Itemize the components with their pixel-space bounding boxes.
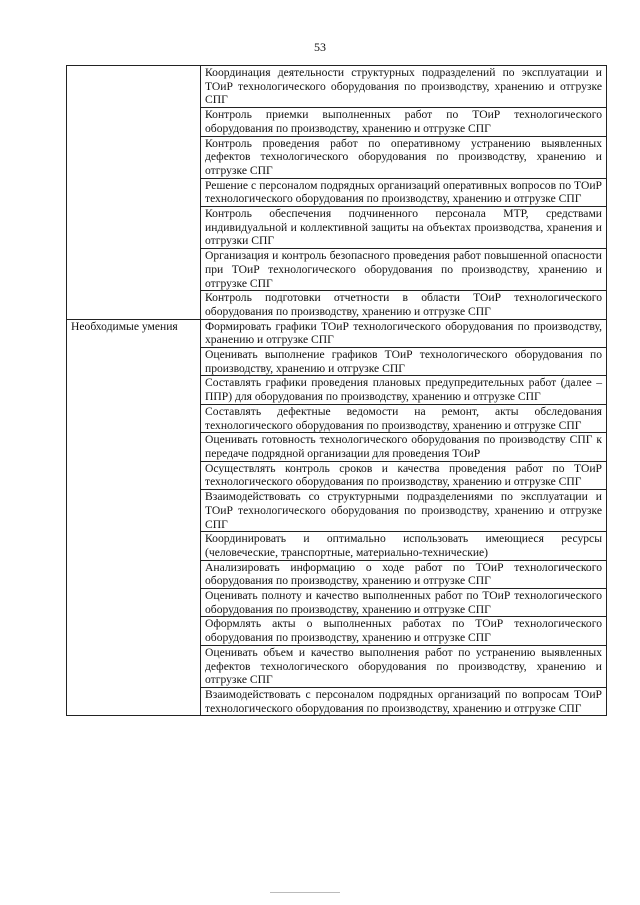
requirement-item: Контроль приемки выполненных работ по ТОиР технологического оборудования по производству, хранению и отгрузке СПГ — [201, 108, 607, 136]
requirement-item: Координировать и оптимально использовать имеющиеся ресурсы (человеческие, транспортные, материально-технические) — [201, 532, 607, 560]
requirement-item: Контроль подготовки отчетности в области ТОиР технологического оборудования по производству, хранению и отгрузке СПГ — [201, 291, 607, 319]
requirement-item: Взаимодействовать со структурными подразделениями по эксплуатации и ТОиР технологического оборудования по производству, хранению и отгрузке СПГ — [201, 490, 607, 532]
requirements-table — [66, 65, 607, 716]
requirement-item: Оценивать готовность технологического оборудования по производству СПГ к передаче подрядной организации для проведения ТОиР — [201, 433, 607, 461]
requirement-item: Оценивать выполнение графиков ТОиР технологического оборудования по производству, хранению и отгрузке СПГ — [201, 348, 607, 376]
requirement-item: Координация деятельности структурных подразделений по эксплуатации и ТОиР технологического оборудования по производству, хранению и отгрузке СПГ — [201, 66, 607, 108]
requirement-item: Оценивать полноту и качество выполненных работ по ТОиР технологического оборудования по производству, хранению и отгрузке СПГ — [201, 589, 607, 617]
requirement-item: Организация и контроль безопасного проведения работ повышенной опасности при ТОиР технологического оборудования по производству, хранению и отгрузке СПГ — [201, 249, 607, 291]
requirement-item: Анализировать информацию о ходе работ по ТОиР технологического оборудования по производству, хранению и отгрузке СПГ — [201, 560, 607, 588]
bottom-mark — [270, 892, 340, 893]
requirement-item: Контроль обеспечения подчиненного персонала МТР, средствами индивидуальной и коллективной защиты на объектах производства, хранения и отгрузки СПГ — [201, 207, 607, 249]
requirement-item: Составлять графики проведения плановых предупредительных работ (далее – ППР) для оборудования по производству, хранению и отгрузке СПГ — [201, 376, 607, 404]
requirement-item: Решение с персоналом подрядных организаций оперативных вопросов по ТОиР технологического оборудования по производству, хранению и отгрузке СПГ — [201, 178, 607, 206]
requirement-item: Составлять дефектные ведомости на ремонт, акты обследования технологического оборудования по производству, хранению и отгрузке СПГ — [201, 404, 607, 432]
table-row — [67, 319, 607, 347]
requirement-item: Осуществлять контроль сроков и качества проведения работ по ТОиР технологического оборудования по производству, хранению и отгрузке СПГ — [201, 461, 607, 489]
requirement-item: Оформлять акты о выполненных работах по ТОиР технологического оборудования по производству, хранению и отгрузке СПГ — [201, 617, 607, 645]
requirement-item: Взаимодействовать с персоналом подрядных организаций по вопросам ТОиР технологического оборудования по производству, хранению и отгрузке СПГ — [201, 687, 607, 715]
section-label-cell: Необходимые умения — [67, 319, 201, 716]
table-row — [67, 66, 607, 108]
requirement-item: Формировать графики ТОиР технологического оборудования по производству, хранению и отгрузке СПГ — [201, 319, 607, 347]
requirements-table-body — [67, 66, 607, 716]
page-number: 53 — [314, 40, 326, 54]
requirement-item: Контроль проведения работ по оперативному устранению выявленных дефектов технологического оборудования по производству, хранению и отгрузке СПГ — [201, 136, 607, 178]
requirement-item: Оценивать объем и качество выполнения работ по устранению выявленных дефектов технологического оборудования по производству, хранению и отгрузке СПГ — [201, 645, 607, 687]
section-label-cell — [67, 66, 201, 320]
